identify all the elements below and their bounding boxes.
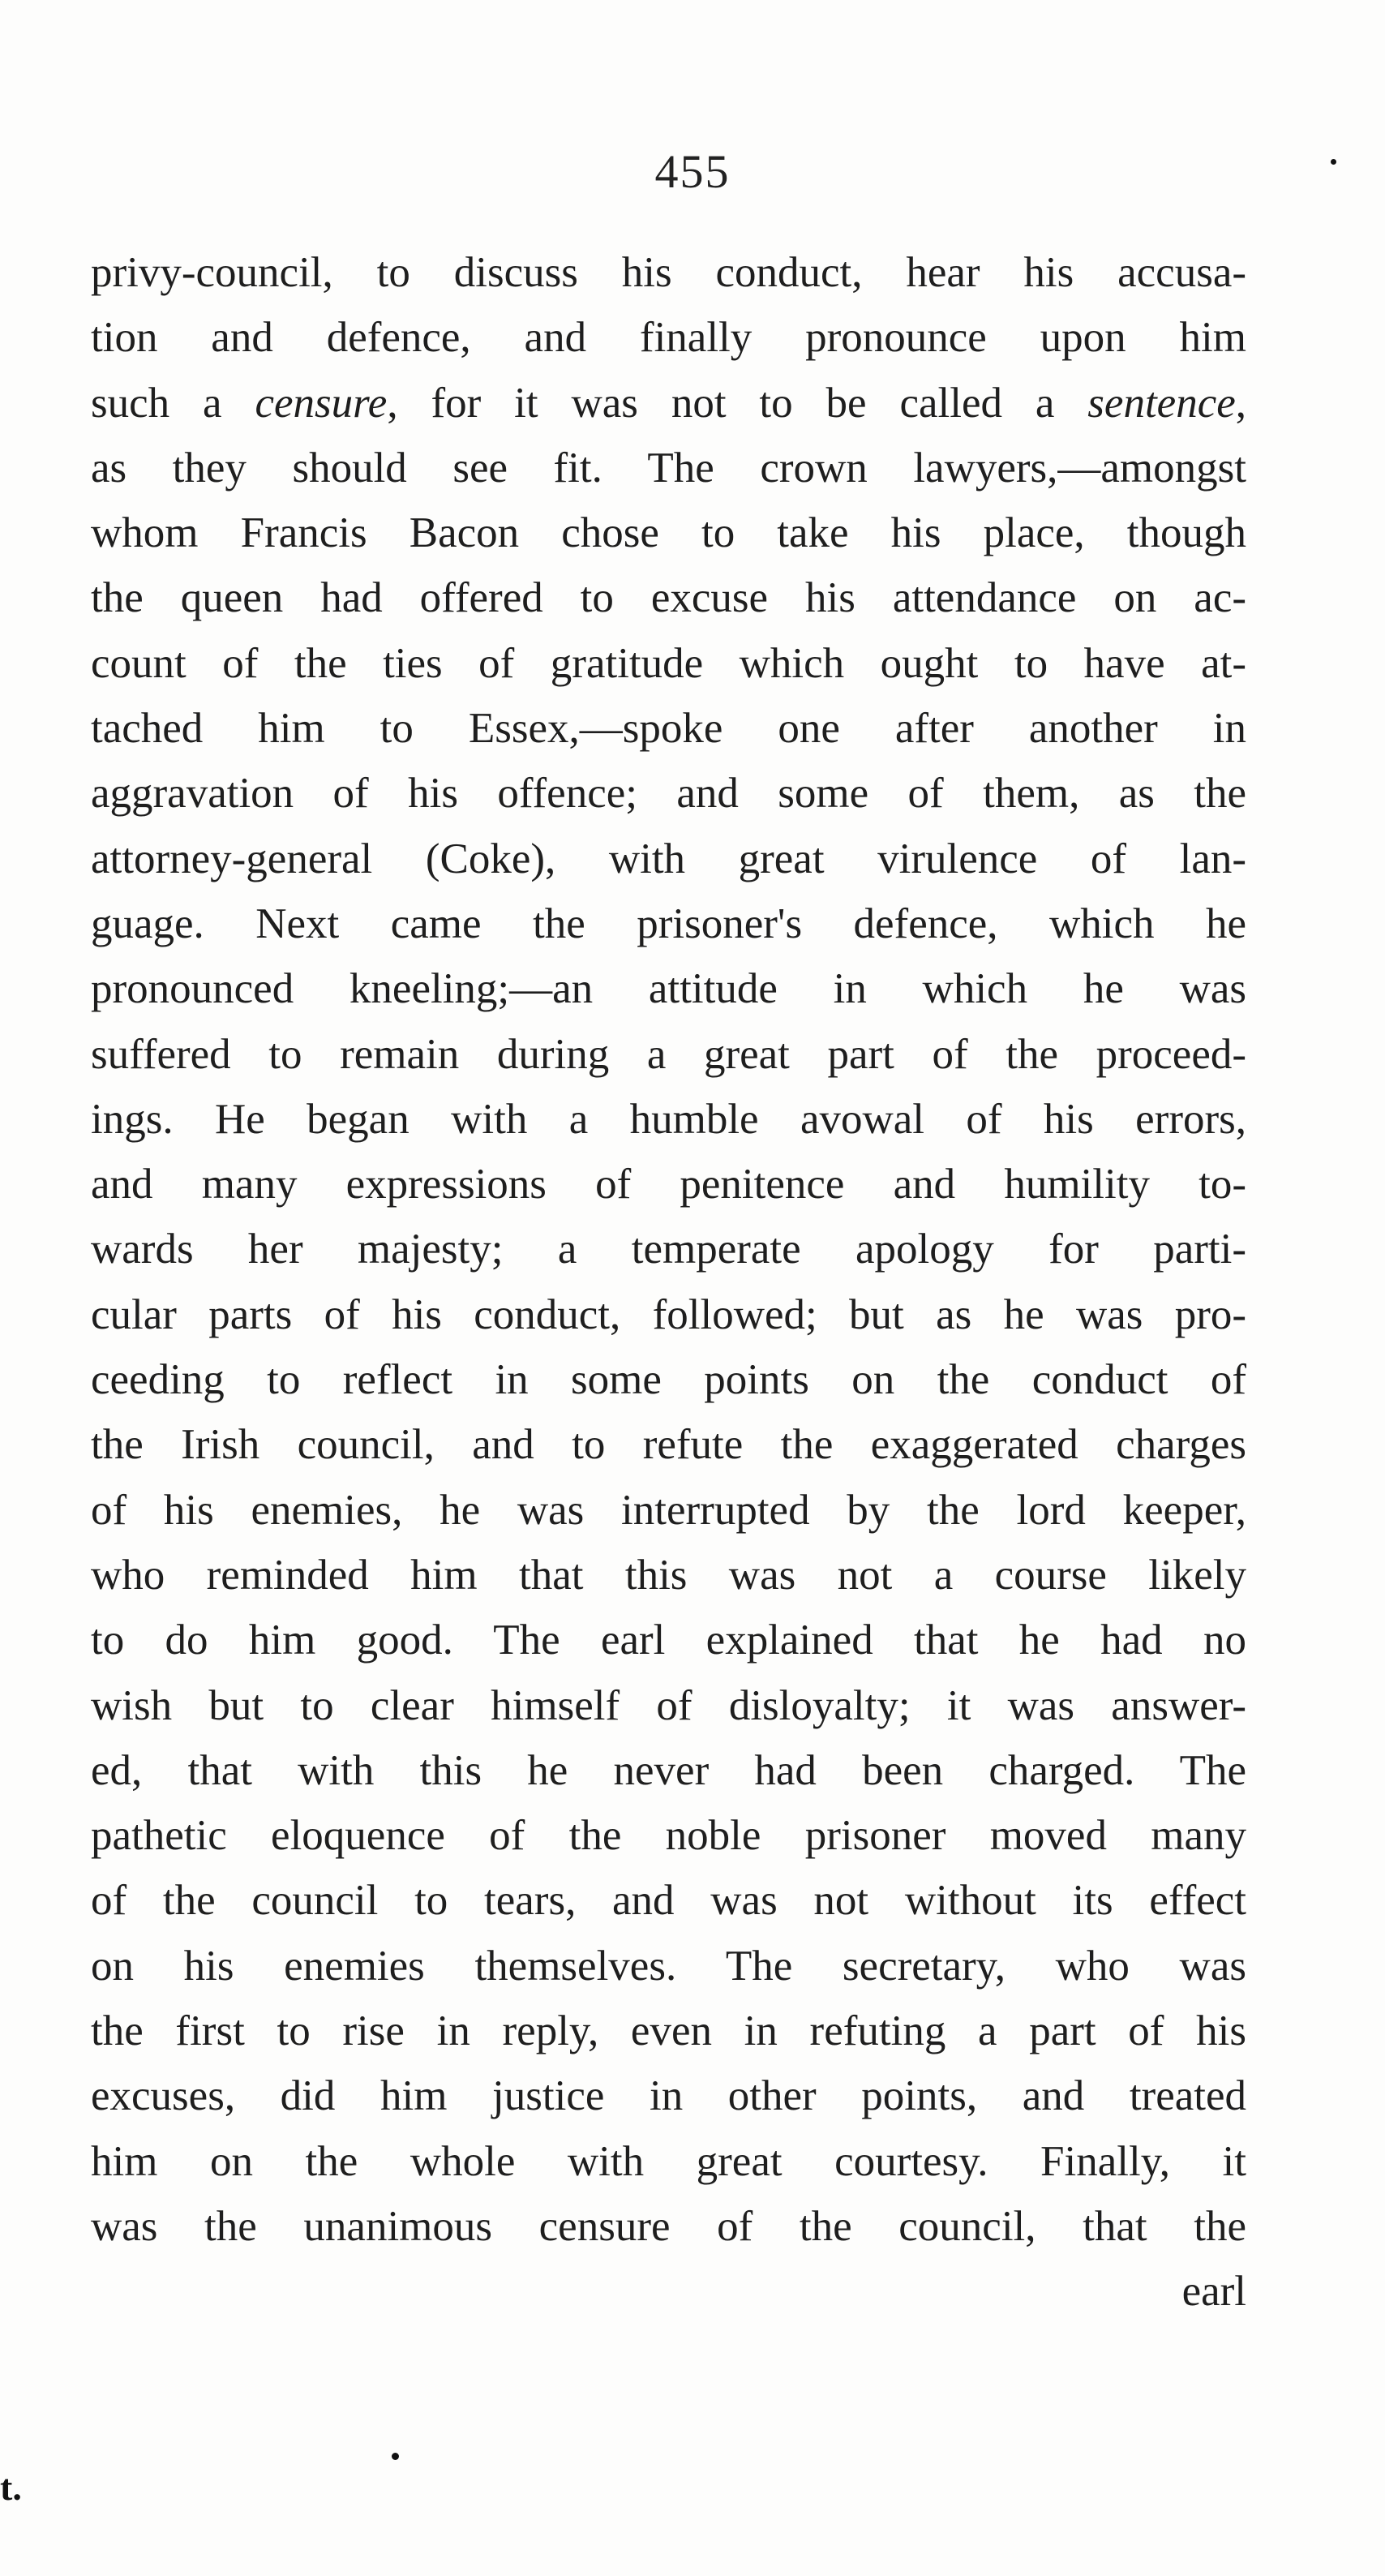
text-line: aggravation of his offence; and some of them, as the: [91, 770, 1246, 818]
text-line: excuses, did him justice in other points, and treated: [91, 2072, 1246, 2120]
text-line: and many expressions of penitence and humility to-: [91, 1161, 1246, 1209]
text-line: attorney-general (Coke), with great virulence of lan-: [91, 835, 1246, 882]
page-number: 455: [654, 145, 731, 198]
ink-speck: [1331, 159, 1336, 165]
text-line: wish but to clear himself of disloyalty; it was answer-: [91, 1681, 1246, 1729]
text-line: ings. He began with a humble avowal of his errors,: [91, 1095, 1246, 1143]
text-line: wards her majesty; a temperate apology for parti-: [91, 1226, 1246, 1273]
body-text: [91, 240, 1246, 2325]
text-line: pathetic eloquence of the noble prisoner moved many: [91, 1812, 1246, 1860]
text-line: the queen had offered to excuse his attendance on ac-: [91, 574, 1246, 622]
edge-mark: t.: [0, 2467, 22, 2508]
text-line: privy-council, to discuss his conduct, hear his accusa-: [91, 249, 1246, 296]
text-line: to do him good. The earl explained that he had no: [91, 1616, 1246, 1664]
text-line: as they should see fit. The crown lawyers,—amongst: [91, 444, 1246, 492]
text-line: of the council to tears, and was not without its effect: [91, 1877, 1246, 1925]
text-line: whom Francis Bacon chose to take his place, though: [91, 509, 1246, 557]
ink-speck: [392, 2453, 399, 2460]
text-line: was the unanimous censure of the council, that the: [91, 2202, 1246, 2250]
text-line: suffered to remain during a great part of the proceed-: [91, 1030, 1246, 1078]
text-line: count of the ties of gratitude which ought to have at-: [91, 639, 1246, 687]
text-line: tion and defence, and finally pronounce upon him: [91, 314, 1246, 362]
text-line: of his enemies, he was interrupted by the lord keeper,: [91, 1486, 1246, 1534]
text-line: cular parts of his conduct, followed; but as he was pro-: [91, 1290, 1246, 1338]
text-line: him on the whole with great courtesy. Finally, it: [91, 2137, 1246, 2185]
text-line: ceeding to reflect in some points on the conduct of: [91, 1356, 1246, 1404]
text-line: who reminded him that this was not a course likely: [91, 1551, 1246, 1599]
text-line: ed, that with this he never had been charged. The: [91, 1746, 1246, 1794]
text-line: on his enemies themselves. The secretary, who was: [91, 1942, 1246, 1990]
emphasized-word: sentence: [1087, 379, 1236, 427]
text-line: such a censure, for it was not to be called a sentence,: [91, 379, 1246, 427]
text-line: tached him to Essex,—spoke one after another in: [91, 705, 1246, 753]
text-line: guage. Next came the prisoner's defence, which he: [91, 899, 1246, 947]
text-line: the first to rise in reply, even in refuting a part of his: [91, 2007, 1246, 2055]
catchword: earl: [1181, 2268, 1246, 2316]
emphasized-word: censure: [255, 379, 388, 427]
text-line: the Irish council, and to refute the exaggerated charges: [91, 1421, 1246, 1469]
text-line: pronounced kneeling;—an attitude in which he was: [91, 965, 1246, 1013]
